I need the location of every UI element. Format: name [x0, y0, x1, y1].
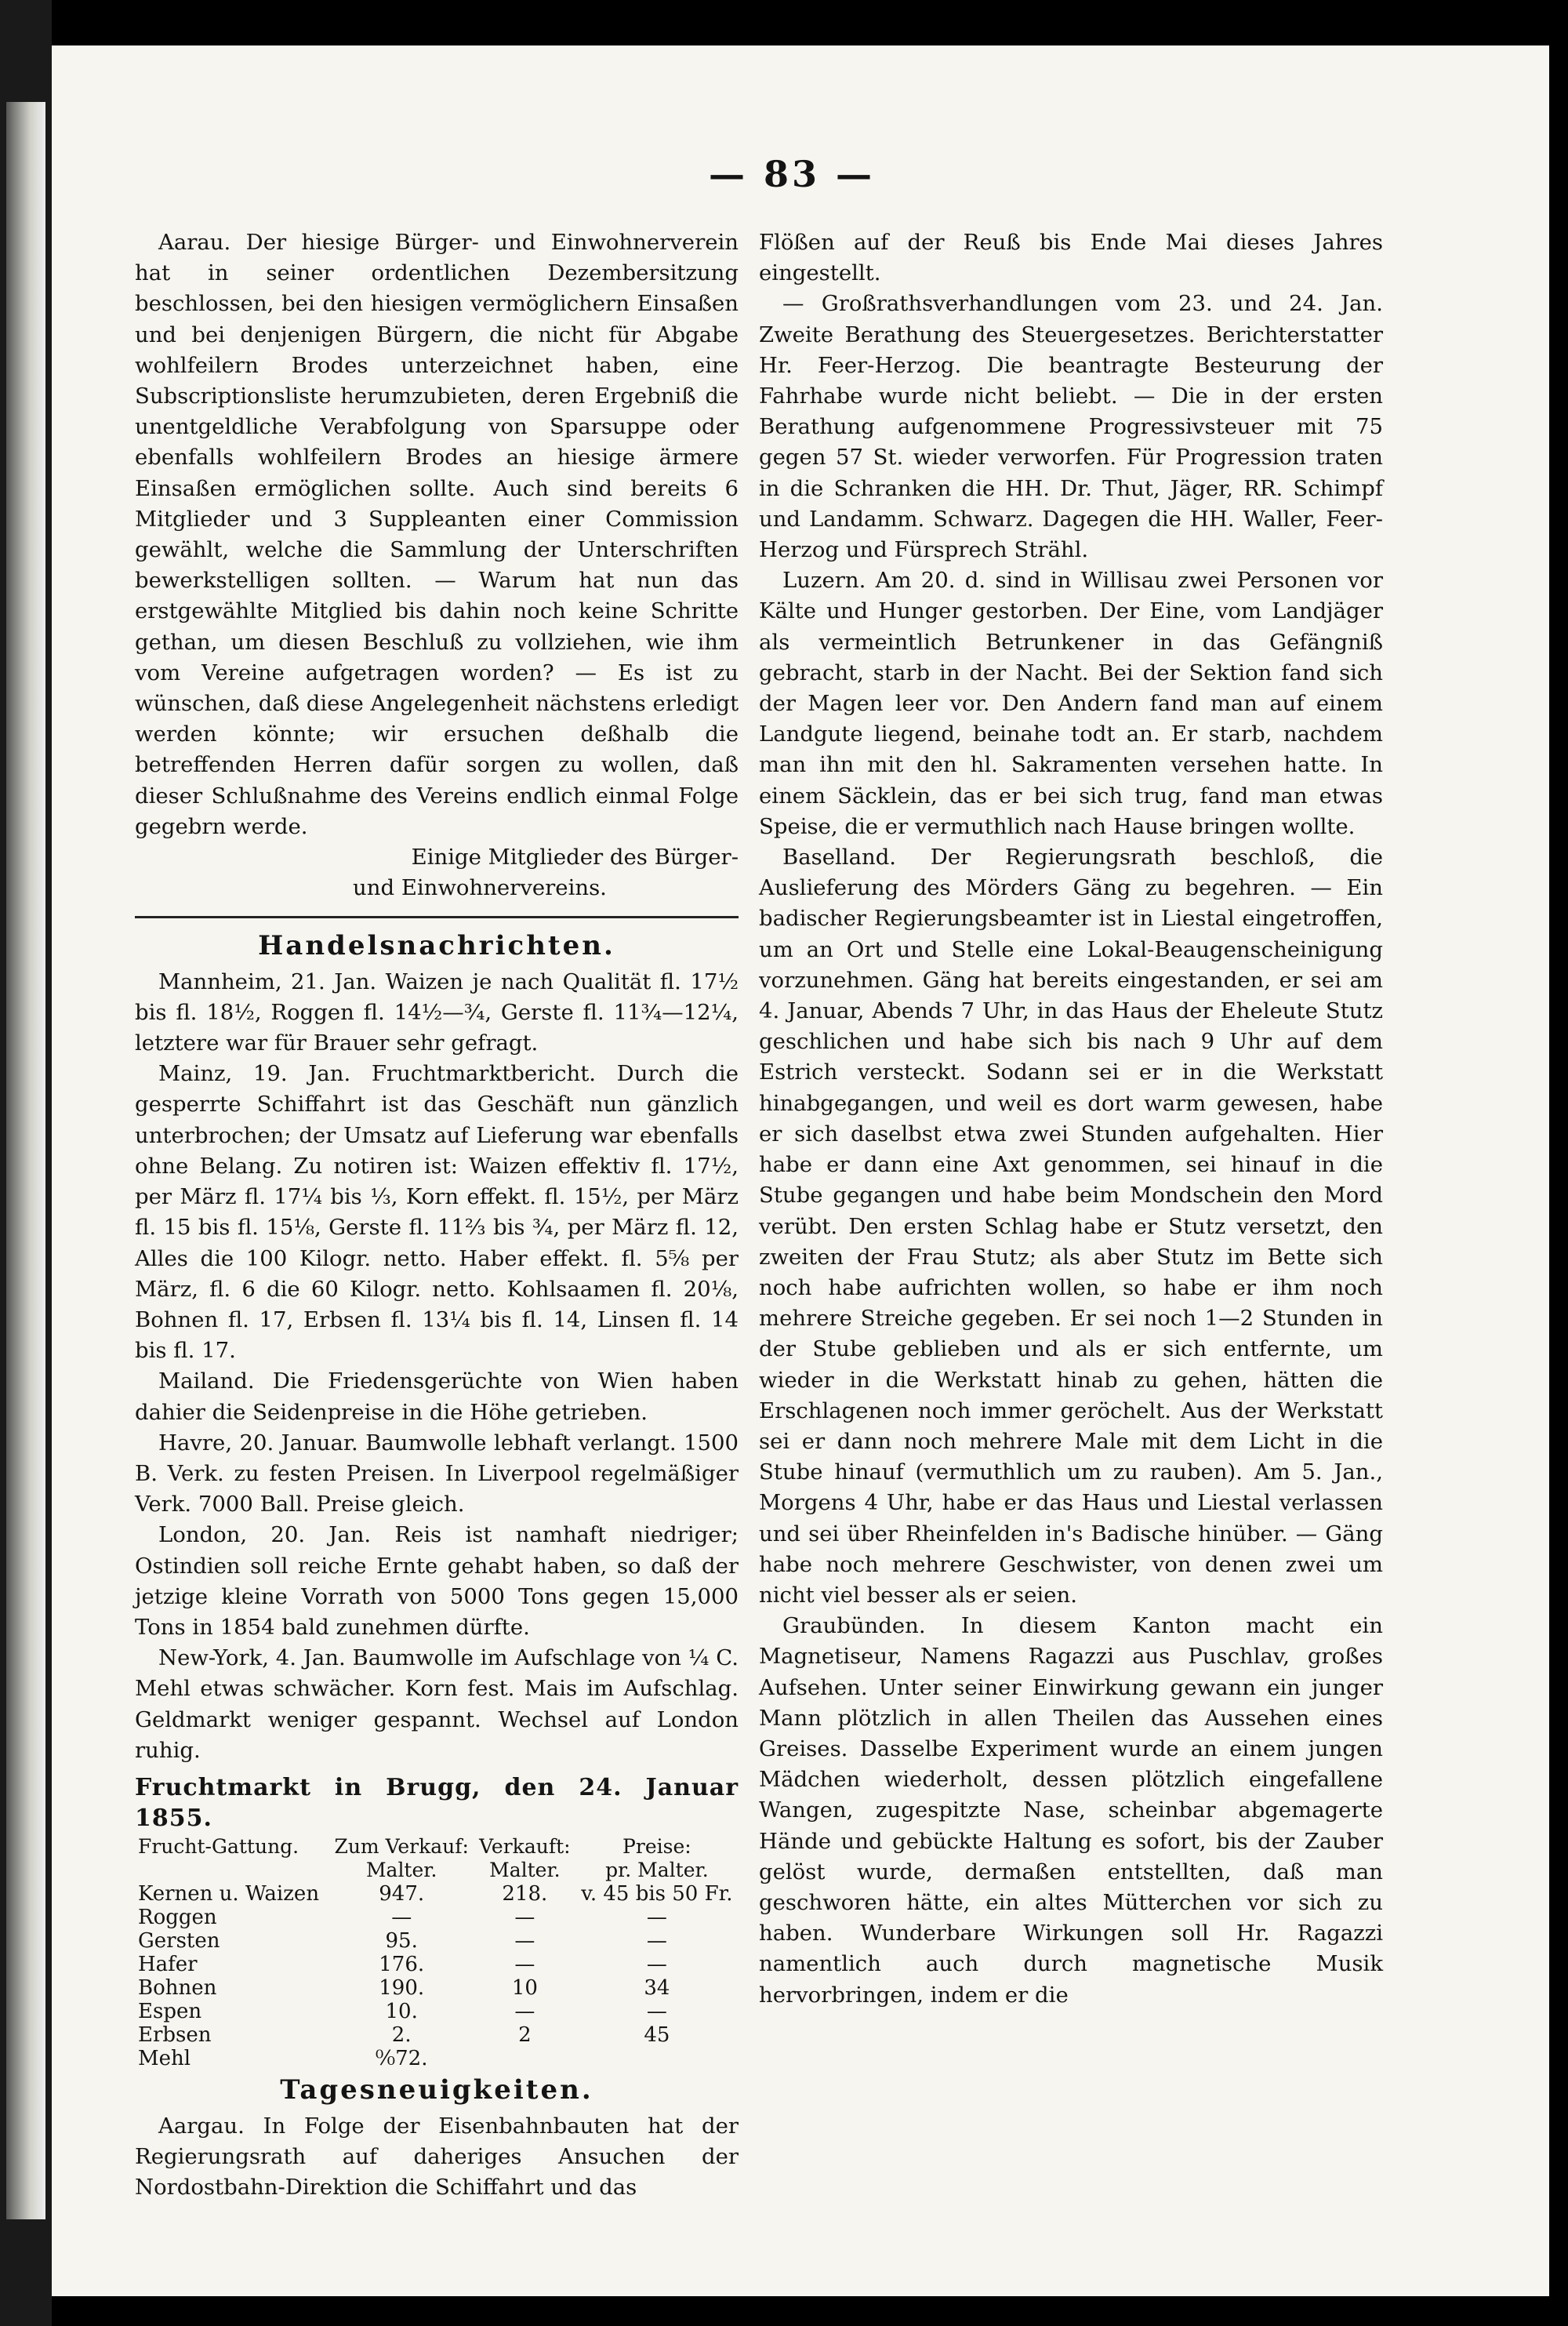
fruchtmarkt-units-row [135, 1859, 739, 1882]
fruchtmarkt-cell: 10 [511, 1976, 538, 2001]
report-mannheim: Mannheim, 21. Jan. Waizen je nach Qualität fl. 17½ bis fl. 18½, Roggen fl. 14½—¾, Gerste fl. 11¾—12¼, letztere war für Brauer sehr gefragt. [135, 969, 739, 1056]
signature-line-2: und Einwohnervereins. [353, 875, 607, 901]
graubuenden-report: Graubünden. In diesem Kanton macht ein Magnetiseur, Namens Ragazzi aus Puschlav, großes Aufsehen. Unter seiner Einwirkung gewann ein junger Mann plötzlich in allen Theilen das Aussehen eines Greises. Dasselbe Experiment wurde an einem jungen Mädchen wiederholt, dessen plötzlich eingefallene Wangen, zugespitzte Nase, scheinbar abgemagerte Hände und gebückte Haltung es sofort, bis der Zauber gelöst wurde, dermaßen entstellten, daß man geschworen hätte, ein altes Mütterchen vor sich zu haben. Wunderbare Wirkungen soll Hr. Ragazzi namentlich auch durch magnetische Musik hervorbringen, indem er die [759, 1613, 1383, 2008]
fruchtmarkt-cell: 2. [391, 2023, 412, 2048]
fruchtmarkt-cell: — [514, 2000, 535, 2024]
unit-cell: Malter. [489, 1859, 561, 1882]
fruchtmarkt-cell: — [514, 1929, 535, 1953]
fruchtmarkt-cell: — [646, 2000, 667, 2024]
page-number: — 83 — [708, 153, 876, 195]
section-divider [135, 916, 739, 918]
left-column [135, 227, 739, 2203]
header-cell: Preise: [622, 1835, 691, 1859]
fruchtmarkt-cell: Mehl [138, 2047, 191, 2071]
unit-cell: pr. Malter. [605, 1859, 709, 1882]
previous-page-edge [0, 0, 52, 2326]
fruchtmarkt-cell: 45 [644, 2023, 670, 2048]
unit-cell: Malter. [365, 1859, 437, 1882]
fruchtmarkt-row [135, 1929, 739, 1953]
fruchtmarkt-cell: v. 45 bis 50 Fr. [581, 1882, 733, 1906]
fruchtmarkt-cell: 218. [502, 1882, 548, 1906]
fruchtmarkt-row [135, 1882, 739, 1906]
fruchtmarkt-title: Fruchtmarkt in Brugg, den 24. Januar 1855. [135, 1773, 739, 1833]
report-mainz: Mainz, 19. Jan. Fruchtmarktbericht. Durch die gesperrte Schiffahrt ist das Geschäft nun gänzlich unterbrochen; der Umsatz auf Lieferung war ebenfalls ohne Belang. Zu notiren ist: Waizen effektiv fl. 17½, per März fl. 17¼ bis ⅓, Korn effekt. fl. 15½, per März fl. 15 bis fl. 15⅛, Gerste fl. 11⅔ bis ¾, per März fl. 12, Alles die 100 Kilogr. netto. Haber effekt. fl. 5⅝ per März, fl. 6 die 60 Kilogr. netto. Kohlsaamen fl. 20⅛, Bohnen fl. 17, Erbsen fl. 13¼ bis fl. 14, Linsen fl. 14 bis fl. 17. [135, 1061, 739, 1364]
fruchtmarkt-cell: Espen [138, 2000, 202, 2024]
fruchtmarkt-cell: — [646, 1929, 667, 1953]
fruchtmarkt-cell [575, 2047, 739, 2070]
page-edge-strip [6, 102, 45, 2219]
grossrath-report: — Großrathsverhandlungen vom 23. und 24. Jan. Zweite Berathung des Steuergesetzes. Berichterstatter Hr. Feer-Herzog. Die beantragte Besteurung der Fahrhabe wurde nicht beliebt. — Die in der ersten Berathung aufgenommene Progressivsteuer mit 75 gegen 57 St. wieder verworfen. Für Progression traten in die Schranken die HH. Dr. Thut, Jäger, RR. Schimpf und Landamm. Schwarz. Dagegen die HH. Waller, Feer-Herzog und Fürsprech Strähl. [759, 291, 1383, 563]
fruchtmarkt-cell: 10. [385, 2000, 418, 2024]
fruchtmarkt-cell: — [514, 1906, 535, 1930]
tagesneuigkeiten-heading: Tagesneuigkeiten. [280, 2074, 593, 2106]
fruchtmarkt-row [135, 1906, 739, 1929]
right-column [759, 227, 1383, 2011]
fruchtmarkt-cell: — [391, 1906, 412, 1930]
fruchtmarkt-cell: Roggen [138, 1906, 217, 1930]
fruchtmarkt-cell: — [514, 1953, 535, 1977]
fruchtmarkt-row [135, 2023, 739, 2047]
header-cell: Verkauft: [479, 1835, 571, 1859]
fruchtmarkt-table [135, 1835, 739, 2070]
signature-line-1: Einige Mitglieder des Bürger- [411, 845, 739, 870]
report-newyork: New-York, 4. Jan. Baumwolle im Aufschlage von ¼ C. Mehl etwas schwächer. Korn fest. Mais im Aufschlag. Geldmarkt weniger gespannt. Wechsel auf London ruhig. [135, 1645, 739, 1763]
fruchtmarkt-cell: Erbsen [138, 2023, 212, 2048]
aargau-news: Aargau. In Folge der Eisenbahnbauten hat der Regierungsrath auf daheriges Ansuchen der Nordostbahn-Direktion die Schiffahrt und das [135, 2113, 739, 2200]
header-cell: Frucht-Gattung. [138, 1835, 299, 1859]
header-cell: Zum Verkauf: [334, 1835, 469, 1859]
fruchtmarkt-body [135, 1882, 739, 2070]
report-mailand: Mailand. Die Friedensgerüchte von Wien haben dahier die Seidenpreise in die Höhe getrieben. [135, 1368, 739, 1425]
fruchtmarkt-cell: 95. [385, 1929, 418, 1953]
fruchtmarkt-header-row [135, 1835, 739, 1859]
handelsnachrichten-heading: Handelsnachrichten. [258, 930, 615, 962]
fruchtmarkt-cell: Kernen u. Waizen [138, 1882, 320, 1906]
fruchtmarkt-cell: 176. [379, 1953, 425, 1977]
fruchtmarkt-row [135, 1976, 739, 2000]
fruchtmarkt-cell: 947. [379, 1882, 425, 1906]
fruchtmarkt-cell [474, 2047, 575, 2070]
aarau-letter: Aarau. Der hiesige Bürger- und Einwohnerverein hat in seiner ordentlichen Dezembersitzung beschlossen, bei den hiesigen vermöglichern Einsaßen und bei denjenigen Bürgern, die nicht für Abgabe wohlfeilern Brodes unterzeichnet haben, eine Subscriptionsliste herumzubieten, deren Ergebniß die unentgeldliche Verabfolgung von Sparsuppe oder ebenfalls wohlfeilern Brodes an hiesige ärmere Einsaßen ermöglichen sollte. Auch sind bereits 6 Mitglieder und 3 Suppleanten einer Commission gewählt, welche die Sammlung der Unterschriften bewerkstelligen sollten. — Warum hat nun das erstgewählte Mitglied bis dahin noch keine Schritte gethan, um diesen Beschluß zu vollziehen, wie ihm vom Vereine aufgetragen worden? — Es ist zu wünschen, daß diese Angelegenheit nächstens erledigt werden könnte; wir ersuchen deßhalb die betreffenden Herren dafür sorgen zu wollen, daß dieser Schlußnahme des Vereins endlich einmal Folge gegebrn werde. [135, 230, 739, 839]
article-continuation: Flößen auf der Reuß bis Ende Mai dieses Jahres eingestellt. [759, 230, 1383, 286]
fruchtmarkt-row [135, 2000, 739, 2023]
fruchtmarkt-cell: — [646, 1906, 667, 1930]
fruchtmarkt-cell: Bohnen [138, 1976, 217, 2001]
report-havre: Havre, 20. Januar. Baumwolle lebhaft verlangt. 1500 B. Verk. zu festen Preisen. In Liverpool regelmäßiger Verk. 7000 Ball. Preise gleich. [135, 1430, 739, 1517]
fruchtmarkt-row [135, 2047, 739, 2070]
fruchtmarkt-cell: Hafer [138, 1953, 198, 1977]
luzern-report: Luzern. Am 20. d. sind in Willisau zwei Personen vor Kälte und Hunger gestorben. Der Eine, vom Landjäger als vermeintlich Betrunkener in das Gefängniß gebracht, starb in der Nacht. Bei der Sektion fand sich der Magen leer vor. Den Andern fand man auf einem Landgute liegend, beinahe todt an. Er starb, nachdem man ihn mit den hl. Sakramenten versehen hatte. In einem Säcklein, das er bei sich trug, fand man etwas Speise, die er vermuthlich nach Hause bringen wollte. [759, 568, 1383, 839]
fruchtmarkt-row [135, 1953, 739, 1976]
fruchtmarkt-cell: 2 [518, 2023, 532, 2048]
fruchtmarkt-cell: 34 [644, 1976, 670, 2001]
unit-cell [135, 1859, 328, 1882]
fruchtmarkt-cell: 190. [379, 1976, 425, 2001]
fruchtmarkt-cell: Gersten [138, 1929, 220, 1953]
fruchtmarkt-cell: ⁰⁄₀72. [375, 2047, 428, 2071]
baselland-report: Baselland. Der Regierungsrath beschloß, die Auslieferung des Mörders Gäng zu begehren. — Ein badischer Regierungsbeamter ist in Liestal eingetroffen, um an Ort und Stelle eine Lokal-Beaugenscheinigung vorzunehmen. Gäng hat bereits eingestanden, er sei am 4. Januar, Abends 7 Uhr, in das Haus der Eheleute Stutz geschlichen und habe sich bis nach 9 Uhr auf dem Estrich versteckt. Sodann sei er in die Werkstatt hinabgegangen, und weil es dort warm gewesen, habe er sich daselbst etwa zwei Stunden aufgehalten. Hier habe er dann eine Axt genommen, sei hinauf in die Stube gegangen und habe beim Mondschein den Mord verübt. Den ersten Schlag habe er Stutz versetzt, den zweiten der Frau Stutz; als aber Stutz im Bette sich noch habe aufrichten wollen, so habe er ihm noch mehrere Streiche gegeben. Er sei noch 1—2 Stunden in der Stube geblieben und als er sich entfernte, um wieder in die Werkstatt hinab zu gehen, hätten die Erschlagenen noch immer geröchelt. Aus der Werkstatt sei er dann noch mehrere Male mit dem Licht in die Stube hinauf (vermuthlich um zu rauben). Am 5. Jan., Morgens 4 Uhr, habe er das Haus und Liestal verlassen und sei über Rheinfelden in's Badische hinüber. — Gäng habe noch mehrere Geschwister, von denen zwei um nicht viel besser als er seien. [759, 845, 1383, 1608]
fruchtmarkt-cell: — [646, 1953, 667, 1977]
report-london: London, 20. Jan. Reis ist namhaft niedriger; Ostindien soll reiche Ernte gehabt haben, so daß der jetzige kleine Vorrath von 5000 Tons gegen 15,000 Tons in 1854 bald zunehmen dürfte. [135, 1522, 739, 1640]
